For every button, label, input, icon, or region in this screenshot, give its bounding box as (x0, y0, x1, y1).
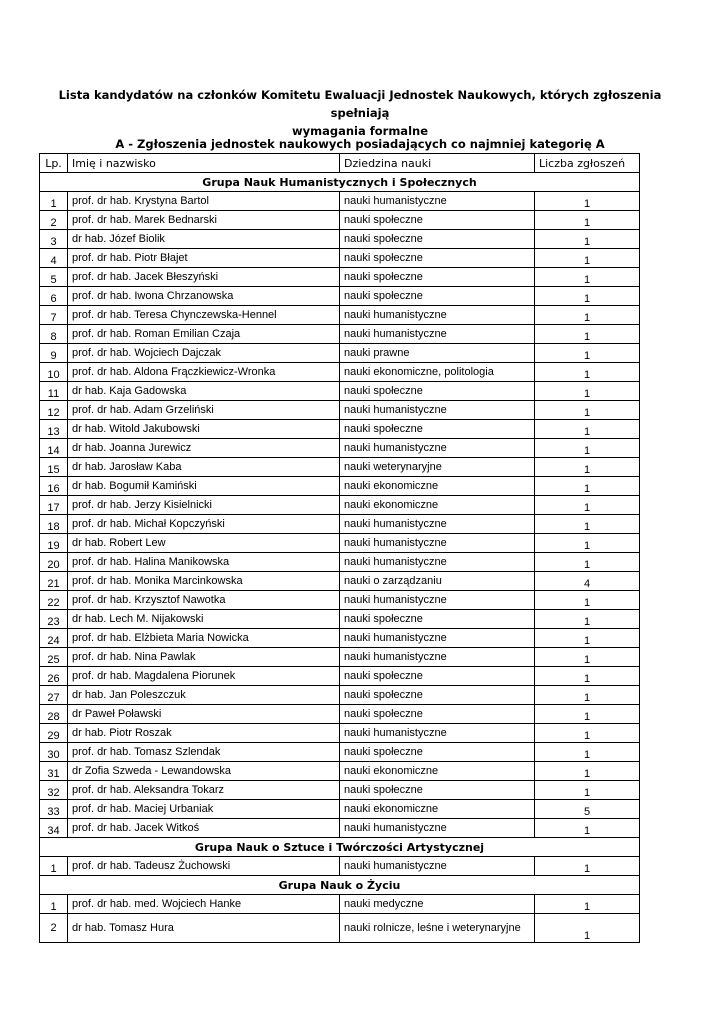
row-field: nauki weterynaryjne (340, 458, 535, 477)
row-lp: 25 (40, 648, 68, 667)
document-title-line1: Lista kandydatów na członków Komitetu Ewaluacji Jednostek Naukowych, których zgłoszenia spełniają (58, 88, 662, 120)
row-field: nauki o zarządzaniu (340, 572, 535, 591)
row-field: nauki społeczne (340, 686, 535, 705)
row-name: prof. dr hab. Jacek Błeszyński (68, 268, 340, 287)
row-field: nauki humanistyczne (340, 629, 535, 648)
row-lp: 27 (40, 686, 68, 705)
row-name: dr Paweł Poławski (68, 705, 340, 724)
row-name: prof. dr hab. Halina Manikowska (68, 553, 340, 572)
row-lp: 3 (40, 230, 68, 249)
row-field: nauki społeczne (340, 230, 535, 249)
row-name: dr hab. Joanna Jurewicz (68, 439, 340, 458)
row-lp: 10 (40, 363, 68, 382)
row-count: 1 (535, 458, 640, 477)
row-count: 1 (535, 667, 640, 686)
table-row (40, 515, 640, 534)
row-field: nauki społeczne (340, 382, 535, 401)
table-row (40, 762, 640, 781)
row-name: prof. dr hab. Piotr Błajet (68, 249, 340, 268)
row-name: prof. dr hab. Michał Kopczyński (68, 515, 340, 534)
row-field: nauki społeczne (340, 781, 535, 800)
row-name: prof. dr hab. Nina Pawlak (68, 648, 340, 667)
row-field: nauki humanistyczne (340, 325, 535, 344)
row-field: nauki humanistyczne (340, 515, 535, 534)
row-field: nauki ekonomiczne, politologia (340, 363, 535, 382)
table-row (40, 591, 640, 610)
table-row (40, 857, 640, 876)
row-lp: 24 (40, 629, 68, 648)
table-body (40, 173, 640, 943)
table-row (40, 572, 640, 591)
row-field: nauki społeczne (340, 249, 535, 268)
row-count: 1 (535, 648, 640, 667)
row-count: 1 (535, 439, 640, 458)
header-lp: Lp. (40, 154, 68, 173)
table-row (40, 268, 640, 287)
row-name: dr hab. Kaja Gadowska (68, 382, 340, 401)
row-name: prof. dr hab. Monika Marcinkowska (68, 572, 340, 591)
row-lp: 33 (40, 800, 68, 819)
row-field: nauki społeczne (340, 667, 535, 686)
table-row (40, 496, 640, 515)
row-field: nauki humanistyczne (340, 401, 535, 420)
table-row (40, 211, 640, 230)
table-row (40, 914, 640, 943)
row-count: 1 (535, 401, 640, 420)
row-count: 1 (535, 743, 640, 762)
candidates-table (39, 153, 640, 943)
table-row (40, 724, 640, 743)
table-row (40, 705, 640, 724)
row-lp: 17 (40, 496, 68, 515)
table-row (40, 895, 640, 914)
row-lp: 18 (40, 515, 68, 534)
row-count: 1 (535, 230, 640, 249)
table-row (40, 420, 640, 439)
row-lp: 12 (40, 401, 68, 420)
row-name: prof. dr hab. Aleksandra Tokarz (68, 781, 340, 800)
row-field: nauki rolnicze, leśne i weterynaryjne (340, 914, 535, 943)
row-name: prof. dr hab. Wojciech Dajczak (68, 344, 340, 363)
table-row (40, 249, 640, 268)
row-count: 1 (535, 895, 640, 914)
row-count: 1 (535, 857, 640, 876)
row-lp: 1 (40, 895, 68, 914)
row-count: 1 (535, 192, 640, 211)
row-count: 1 (535, 724, 640, 743)
row-name: dr hab. Jan Poleszczuk (68, 686, 340, 705)
table-row (40, 686, 640, 705)
table-row (40, 325, 640, 344)
group-title: Grupa Nauk o Sztuce i Twórczości Artystycznej (40, 838, 640, 857)
row-lp: 14 (40, 439, 68, 458)
row-lp: 34 (40, 819, 68, 838)
row-name: dr hab. Piotr Roszak (68, 724, 340, 743)
table-row (40, 819, 640, 838)
header-field: Dziedzina nauki (340, 154, 535, 173)
row-count: 1 (535, 496, 640, 515)
row-lp: 2 (40, 211, 68, 230)
row-count: 1 (535, 306, 640, 325)
row-lp: 1 (40, 192, 68, 211)
row-field: nauki społeczne (340, 420, 535, 439)
row-name: dr hab. Witold Jakubowski (68, 420, 340, 439)
row-field: nauki ekonomiczne (340, 800, 535, 819)
row-field: nauki społeczne (340, 211, 535, 230)
row-lp: 6 (40, 287, 68, 306)
row-name: dr Zofia Szweda - Lewandowska (68, 762, 340, 781)
row-count: 1 (535, 268, 640, 287)
row-lp: 30 (40, 743, 68, 762)
row-name: prof. dr hab. Jerzy Kisielnicki (68, 496, 340, 515)
row-count: 1 (535, 420, 640, 439)
row-field: nauki ekonomiczne (340, 496, 535, 515)
row-name: prof. dr hab. Aldona Frączkiewicz-Wronka (68, 363, 340, 382)
row-count: 1 (535, 610, 640, 629)
group-title: Grupa Nauk Humanistycznych i Społecznych (40, 173, 640, 192)
table-row (40, 534, 640, 553)
row-count: 1 (535, 591, 640, 610)
row-lp: 22 (40, 591, 68, 610)
row-lp: 7 (40, 306, 68, 325)
row-lp: 29 (40, 724, 68, 743)
row-count: 1 (535, 344, 640, 363)
row-name: prof. dr hab. Krzysztof Nawotka (68, 591, 340, 610)
table-row (40, 667, 640, 686)
row-count: 1 (535, 629, 640, 648)
table-row (40, 781, 640, 800)
row-count: 1 (535, 705, 640, 724)
row-name: prof. dr hab. Magdalena Piorunek (68, 667, 340, 686)
group-header-row (40, 876, 640, 895)
row-count: 1 (535, 249, 640, 268)
group-title: Grupa Nauk o Życiu (40, 876, 640, 895)
row-lp: 23 (40, 610, 68, 629)
table-row (40, 553, 640, 572)
table-row (40, 230, 640, 249)
row-lp: 32 (40, 781, 68, 800)
row-count: 1 (535, 686, 640, 705)
row-field: nauki humanistyczne (340, 724, 535, 743)
group-header-row (40, 838, 640, 857)
row-name: dr hab. Józef Biolik (68, 230, 340, 249)
row-name: dr hab. Jarosław Kaba (68, 458, 340, 477)
row-count: 1 (535, 914, 640, 943)
row-lp: 8 (40, 325, 68, 344)
group-header-row (40, 173, 640, 192)
row-name: dr hab. Robert Lew (68, 534, 340, 553)
row-count: 1 (535, 819, 640, 838)
row-field: nauki społeczne (340, 268, 535, 287)
row-count: 1 (535, 553, 640, 572)
row-name: prof. dr hab. Iwona Chrzanowska (68, 287, 340, 306)
row-field: nauki społeczne (340, 743, 535, 762)
row-field: nauki prawne (340, 344, 535, 363)
table-header-row (40, 154, 640, 173)
row-lp: 2 (40, 914, 68, 943)
row-name: prof. dr hab. Jacek Witkoś (68, 819, 340, 838)
row-field: nauki ekonomiczne (340, 477, 535, 496)
row-field: nauki humanistyczne (340, 439, 535, 458)
row-name: dr hab. Tomasz Hura (68, 914, 340, 943)
table-row (40, 363, 640, 382)
table-row (40, 800, 640, 819)
row-count: 1 (535, 382, 640, 401)
row-lp: 28 (40, 705, 68, 724)
row-lp: 16 (40, 477, 68, 496)
row-name: prof. dr hab. Elżbieta Maria Nowicka (68, 629, 340, 648)
row-count: 1 (535, 363, 640, 382)
row-name: prof. dr hab. Teresa Chynczewska-Hennel (68, 306, 340, 325)
table-row (40, 401, 640, 420)
table-row (40, 610, 640, 629)
row-field: nauki społeczne (340, 610, 535, 629)
row-name: prof. dr hab. med. Wojciech Hanke (68, 895, 340, 914)
row-lp: 1 (40, 857, 68, 876)
table-row (40, 629, 640, 648)
row-count: 1 (535, 762, 640, 781)
row-field: nauki humanistyczne (340, 534, 535, 553)
row-lp: 19 (40, 534, 68, 553)
row-field: nauki humanistyczne (340, 648, 535, 667)
row-field: nauki humanistyczne (340, 306, 535, 325)
row-field: nauki humanistyczne (340, 553, 535, 572)
row-count: 4 (535, 572, 640, 591)
table-row (40, 743, 640, 762)
row-lp: 4 (40, 249, 68, 268)
row-name: prof. dr hab. Tomasz Szlendak (68, 743, 340, 762)
row-count: 1 (535, 325, 640, 344)
table-row (40, 306, 640, 325)
table-row (40, 648, 640, 667)
row-count: 1 (535, 287, 640, 306)
row-lp: 21 (40, 572, 68, 591)
row-lp: 15 (40, 458, 68, 477)
row-field: nauki humanistyczne (340, 819, 535, 838)
row-name: prof. dr hab. Adam Grzeliński (68, 401, 340, 420)
row-count: 5 (535, 800, 640, 819)
row-count: 1 (535, 781, 640, 800)
table-row (40, 344, 640, 363)
row-field: nauki humanistyczne (340, 857, 535, 876)
table-row (40, 439, 640, 458)
row-count: 1 (535, 477, 640, 496)
row-name: prof. dr hab. Krystyna Bartol (68, 192, 340, 211)
row-lp: 11 (40, 382, 68, 401)
row-field: nauki humanistyczne (340, 591, 535, 610)
row-name: prof. dr hab. Roman Emilian Czaja (68, 325, 340, 344)
row-lp: 9 (40, 344, 68, 363)
table-row (40, 477, 640, 496)
row-lp: 31 (40, 762, 68, 781)
row-name: dr hab. Bogumił Kamiński (68, 477, 340, 496)
row-count: 1 (535, 515, 640, 534)
row-field: nauki społeczne (340, 287, 535, 306)
row-name: prof. dr hab. Marek Bednarski (68, 211, 340, 230)
header-name: Imię i nazwisko (68, 154, 340, 173)
table-row (40, 287, 640, 306)
row-lp: 26 (40, 667, 68, 686)
header-count: Liczba zgłoszeń (535, 154, 640, 173)
row-field: nauki ekonomiczne (340, 762, 535, 781)
row-lp: 13 (40, 420, 68, 439)
row-name: prof. dr hab. Tadeusz Żuchowski (68, 857, 340, 876)
row-count: 1 (535, 534, 640, 553)
row-field: nauki społeczne (340, 705, 535, 724)
document-title (40, 86, 680, 140)
row-field: nauki humanistyczne (340, 192, 535, 211)
table-row (40, 458, 640, 477)
table-row (40, 192, 640, 211)
row-field: nauki medyczne (340, 895, 535, 914)
document-title-line2: wymagania formalne (292, 124, 428, 138)
table-row (40, 382, 640, 401)
row-count: 1 (535, 211, 640, 230)
row-name: dr hab. Lech M. Nijakowski (68, 610, 340, 629)
row-lp: 5 (40, 268, 68, 287)
row-lp: 20 (40, 553, 68, 572)
row-name: prof. dr hab. Maciej Urbaniak (68, 800, 340, 819)
section-title: A - Zgłoszenia jednostek naukowych posiadających co najmniej kategorię A (115, 137, 605, 151)
